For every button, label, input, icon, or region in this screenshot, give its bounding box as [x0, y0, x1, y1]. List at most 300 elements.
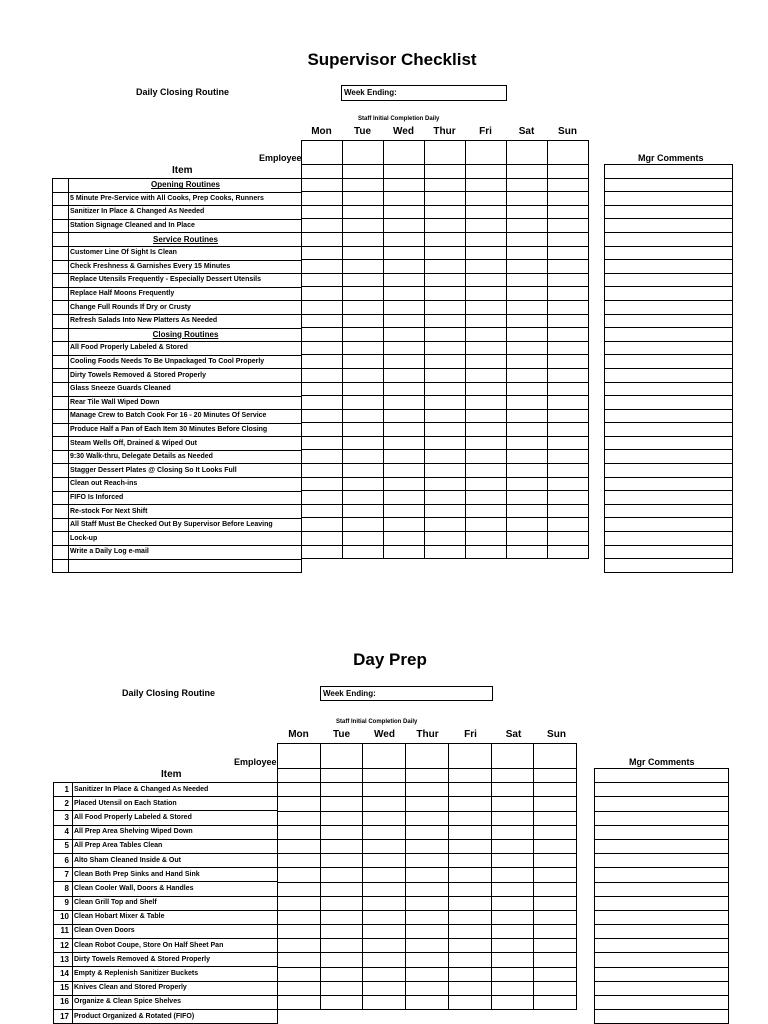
- initial-cell-wed[interactable]: [384, 491, 425, 505]
- initial-cell-fri[interactable]: [448, 854, 491, 868]
- initial-cell-thur[interactable]: [406, 839, 449, 853]
- employee-cell-mon[interactable]: [278, 744, 321, 769]
- initial-cell-sun[interactable]: [534, 896, 577, 910]
- initial-cell-wed[interactable]: [384, 518, 425, 532]
- initial-cell-sat[interactable]: [491, 839, 534, 853]
- mgr-comment-cell[interactable]: [595, 811, 729, 825]
- initial-cell-fri[interactable]: [466, 532, 507, 546]
- initial-cell-sat[interactable]: [507, 518, 548, 532]
- initial-cell-tue[interactable]: [343, 246, 384, 260]
- initial-cell-sat[interactable]: [491, 953, 534, 967]
- mgr-comment-cell[interactable]: [605, 518, 733, 532]
- initial-cell-thur[interactable]: [425, 464, 466, 478]
- initial-cell-thur[interactable]: [406, 996, 449, 1010]
- mgr-comment-cell[interactable]: [605, 328, 733, 342]
- initial-cell-wed[interactable]: [363, 981, 406, 995]
- initial-cell-fri[interactable]: [466, 409, 507, 423]
- initial-cell-tue[interactable]: [343, 260, 384, 274]
- initial-cell-sun[interactable]: [548, 328, 589, 342]
- initial-cell-mon[interactable]: [302, 368, 343, 382]
- initial-cell-wed[interactable]: [384, 205, 425, 219]
- employee-cell-sat[interactable]: [507, 141, 548, 165]
- initial-cell-tue[interactable]: [343, 219, 384, 233]
- initial-cell-sat[interactable]: [491, 925, 534, 939]
- initial-cell-sat[interactable]: [507, 219, 548, 233]
- initial-cell-wed[interactable]: [384, 450, 425, 464]
- initial-cell-wed[interactable]: [384, 287, 425, 301]
- initial-cell-sun[interactable]: [548, 355, 589, 369]
- initial-cell-sun[interactable]: [548, 341, 589, 355]
- initial-cell-sun[interactable]: [548, 423, 589, 437]
- initial-cell-mon[interactable]: [302, 464, 343, 478]
- initial-cell-fri[interactable]: [466, 423, 507, 437]
- initial-cell-fri[interactable]: [466, 260, 507, 274]
- initial-cell-tue[interactable]: [320, 783, 363, 797]
- initial-cell-sat[interactable]: [507, 477, 548, 491]
- initial-cell-wed[interactable]: [384, 423, 425, 437]
- initial-cell-wed[interactable]: [384, 178, 425, 192]
- initial-cell-fri[interactable]: [466, 232, 507, 246]
- initial-cell-sun[interactable]: [548, 205, 589, 219]
- initial-cell-wed[interactable]: [363, 967, 406, 981]
- initial-cell-sat[interactable]: [507, 232, 548, 246]
- mgr-comment-cell[interactable]: [605, 504, 733, 518]
- initial-cell-fri[interactable]: [466, 165, 507, 179]
- mgr-comment-cell[interactable]: [595, 1010, 729, 1024]
- initial-cell-wed[interactable]: [363, 797, 406, 811]
- initial-cell-sat[interactable]: [507, 423, 548, 437]
- initial-cell-tue[interactable]: [343, 450, 384, 464]
- initial-cell-sun[interactable]: [548, 178, 589, 192]
- mgr-comment-cell[interactable]: [605, 287, 733, 301]
- initial-cell-thur[interactable]: [425, 246, 466, 260]
- initial-cell-thur[interactable]: [425, 178, 466, 192]
- initial-cell-thur[interactable]: [406, 769, 449, 783]
- mgr-comment-cell[interactable]: [605, 178, 733, 192]
- initial-cell-mon[interactable]: [302, 205, 343, 219]
- initial-cell-sun[interactable]: [534, 882, 577, 896]
- initial-cell-thur[interactable]: [425, 300, 466, 314]
- initial-cell-mon[interactable]: [278, 953, 321, 967]
- initial-cell-sun[interactable]: [548, 436, 589, 450]
- initial-cell-tue[interactable]: [343, 273, 384, 287]
- initial-cell-wed[interactable]: [384, 246, 425, 260]
- initial-cell-sun[interactable]: [548, 300, 589, 314]
- mgr-comment-cell[interactable]: [595, 910, 729, 924]
- initial-cell-fri[interactable]: [448, 783, 491, 797]
- initial-cell-thur[interactable]: [425, 328, 466, 342]
- initial-cell-sun[interactable]: [534, 811, 577, 825]
- initial-cell-sun[interactable]: [548, 491, 589, 505]
- initial-cell-wed[interactable]: [384, 260, 425, 274]
- initial-cell-thur[interactable]: [406, 783, 449, 797]
- initial-cell-mon[interactable]: [278, 811, 321, 825]
- initial-cell-tue[interactable]: [343, 518, 384, 532]
- initial-cell-mon[interactable]: [278, 868, 321, 882]
- initial-cell-sat[interactable]: [507, 246, 548, 260]
- initial-cell-thur[interactable]: [425, 287, 466, 301]
- initial-cell-sat[interactable]: [507, 260, 548, 274]
- initial-cell-tue[interactable]: [343, 382, 384, 396]
- initial-cell-wed[interactable]: [384, 314, 425, 328]
- initial-cell-sun[interactable]: [534, 868, 577, 882]
- mgr-comment-cell[interactable]: [605, 355, 733, 369]
- initial-cell-wed[interactable]: [363, 868, 406, 882]
- initial-cell-wed[interactable]: [384, 382, 425, 396]
- initial-cell-thur[interactable]: [425, 368, 466, 382]
- initial-cell-mon[interactable]: [278, 797, 321, 811]
- initial-cell-sat[interactable]: [491, 797, 534, 811]
- initial-cell-sun[interactable]: [548, 477, 589, 491]
- initial-cell-tue[interactable]: [343, 368, 384, 382]
- initial-cell-thur[interactable]: [406, 925, 449, 939]
- initial-cell-wed[interactable]: [363, 996, 406, 1010]
- initial-cell-mon[interactable]: [278, 769, 321, 783]
- initial-cell-wed[interactable]: [384, 532, 425, 546]
- initial-cell-mon[interactable]: [278, 825, 321, 839]
- initial-cell-fri[interactable]: [448, 839, 491, 853]
- initial-cell-thur[interactable]: [425, 545, 466, 559]
- initial-cell-sat[interactable]: [491, 996, 534, 1010]
- mgr-comment-cell[interactable]: [595, 854, 729, 868]
- initial-cell-thur[interactable]: [425, 423, 466, 437]
- initial-cell-sat[interactable]: [491, 910, 534, 924]
- mgr-comment-cell[interactable]: [595, 769, 729, 783]
- initial-cell-mon[interactable]: [302, 518, 343, 532]
- initial-cell-wed[interactable]: [384, 355, 425, 369]
- initial-cell-fri[interactable]: [466, 382, 507, 396]
- initial-cell-fri[interactable]: [466, 178, 507, 192]
- initial-cell-sun[interactable]: [534, 769, 577, 783]
- initial-cell-sat[interactable]: [507, 192, 548, 206]
- initial-cell-mon[interactable]: [302, 532, 343, 546]
- mgr-comment-cell[interactable]: [605, 300, 733, 314]
- initial-cell-tue[interactable]: [320, 797, 363, 811]
- initial-cell-wed[interactable]: [363, 769, 406, 783]
- initial-cell-mon[interactable]: [302, 178, 343, 192]
- initial-cell-sat[interactable]: [491, 825, 534, 839]
- initial-cell-thur[interactable]: [425, 273, 466, 287]
- mgr-comment-cell[interactable]: [605, 409, 733, 423]
- initial-cell-mon[interactable]: [278, 925, 321, 939]
- initial-cell-wed[interactable]: [384, 504, 425, 518]
- mgr-comment-cell[interactable]: [595, 981, 729, 995]
- employee-cell-mon[interactable]: [302, 141, 343, 165]
- initial-cell-tue[interactable]: [343, 355, 384, 369]
- employee-cell-sat[interactable]: [491, 744, 534, 769]
- initial-cell-mon[interactable]: [302, 436, 343, 450]
- initial-cell-mon[interactable]: [302, 477, 343, 491]
- initial-cell-mon[interactable]: [302, 450, 343, 464]
- employee-cell-tue[interactable]: [343, 141, 384, 165]
- initial-cell-fri[interactable]: [466, 477, 507, 491]
- initial-cell-thur[interactable]: [406, 910, 449, 924]
- initial-cell-mon[interactable]: [302, 382, 343, 396]
- initial-cell-mon[interactable]: [302, 328, 343, 342]
- initial-cell-thur[interactable]: [425, 165, 466, 179]
- initial-cell-tue[interactable]: [320, 882, 363, 896]
- initial-cell-fri[interactable]: [448, 769, 491, 783]
- initial-cell-thur[interactable]: [425, 436, 466, 450]
- mgr-comment-cell[interactable]: [595, 996, 729, 1010]
- initial-cell-fri[interactable]: [466, 396, 507, 410]
- initial-cell-mon[interactable]: [278, 910, 321, 924]
- initial-cell-fri[interactable]: [466, 450, 507, 464]
- initial-cell-thur[interactable]: [425, 409, 466, 423]
- initial-cell-sun[interactable]: [534, 839, 577, 853]
- initial-cell-fri[interactable]: [466, 328, 507, 342]
- initial-cell-tue[interactable]: [343, 232, 384, 246]
- initial-cell-mon[interactable]: [278, 981, 321, 995]
- initial-cell-mon[interactable]: [278, 896, 321, 910]
- initial-cell-mon[interactable]: [278, 854, 321, 868]
- initial-cell-tue[interactable]: [343, 396, 384, 410]
- initial-cell-tue[interactable]: [320, 996, 363, 1010]
- initial-cell-tue[interactable]: [343, 205, 384, 219]
- mgr-comment-cell[interactable]: [605, 232, 733, 246]
- initial-cell-fri[interactable]: [448, 797, 491, 811]
- mgr-comment-cell[interactable]: [595, 925, 729, 939]
- initial-cell-tue[interactable]: [320, 981, 363, 995]
- initial-cell-thur[interactable]: [425, 396, 466, 410]
- initial-cell-fri[interactable]: [466, 287, 507, 301]
- initial-cell-sun[interactable]: [548, 464, 589, 478]
- mgr-comment-cell[interactable]: [605, 423, 733, 437]
- initial-cell-wed[interactable]: [384, 165, 425, 179]
- mgr-comment-cell[interactable]: [605, 532, 733, 546]
- initial-cell-wed[interactable]: [384, 477, 425, 491]
- initial-cell-mon[interactable]: [302, 409, 343, 423]
- initial-cell-sat[interactable]: [507, 409, 548, 423]
- initial-cell-wed[interactable]: [384, 232, 425, 246]
- initial-cell-thur[interactable]: [425, 450, 466, 464]
- initial-cell-fri[interactable]: [466, 246, 507, 260]
- mgr-comment-cell[interactable]: [595, 797, 729, 811]
- initial-cell-sun[interactable]: [548, 532, 589, 546]
- initial-cell-sun[interactable]: [548, 518, 589, 532]
- initial-cell-wed[interactable]: [363, 925, 406, 939]
- initial-cell-tue[interactable]: [320, 868, 363, 882]
- initial-cell-thur[interactable]: [425, 477, 466, 491]
- initial-cell-mon[interactable]: [302, 287, 343, 301]
- mgr-comment-cell[interactable]: [605, 396, 733, 410]
- initial-cell-sat[interactable]: [491, 769, 534, 783]
- initial-cell-sun[interactable]: [548, 314, 589, 328]
- initial-cell-sat[interactable]: [507, 165, 548, 179]
- initial-cell-sun[interactable]: [534, 967, 577, 981]
- initial-cell-wed[interactable]: [384, 464, 425, 478]
- initial-cell-sun[interactable]: [534, 783, 577, 797]
- initial-cell-fri[interactable]: [466, 504, 507, 518]
- initial-cell-tue[interactable]: [343, 423, 384, 437]
- initial-cell-fri[interactable]: [466, 464, 507, 478]
- initial-cell-wed[interactable]: [384, 341, 425, 355]
- initial-cell-thur[interactable]: [425, 192, 466, 206]
- initial-cell-tue[interactable]: [320, 811, 363, 825]
- initial-cell-wed[interactable]: [363, 854, 406, 868]
- initial-cell-fri[interactable]: [448, 811, 491, 825]
- initial-cell-thur[interactable]: [425, 260, 466, 274]
- initial-cell-thur[interactable]: [425, 232, 466, 246]
- employee-cell-fri[interactable]: [448, 744, 491, 769]
- initial-cell-mon[interactable]: [278, 882, 321, 896]
- mgr-comment-cell[interactable]: [595, 868, 729, 882]
- initial-cell-thur[interactable]: [406, 967, 449, 981]
- initial-cell-tue[interactable]: [343, 545, 384, 559]
- initial-cell-fri[interactable]: [448, 925, 491, 939]
- dayprep-week-ending-field[interactable]: Week Ending:: [320, 686, 493, 701]
- mgr-comment-cell[interactable]: [605, 491, 733, 505]
- initial-cell-sun[interactable]: [548, 165, 589, 179]
- initial-cell-wed[interactable]: [363, 882, 406, 896]
- initial-cell-sat[interactable]: [507, 341, 548, 355]
- initial-cell-mon[interactable]: [278, 967, 321, 981]
- initial-cell-sat[interactable]: [507, 436, 548, 450]
- mgr-comment-cell[interactable]: [595, 939, 729, 953]
- initial-cell-sat[interactable]: [491, 939, 534, 953]
- mgr-comment-cell[interactable]: [605, 368, 733, 382]
- initial-cell-sat[interactable]: [507, 314, 548, 328]
- initial-cell-fri[interactable]: [448, 868, 491, 882]
- initial-cell-fri[interactable]: [466, 205, 507, 219]
- initial-cell-tue[interactable]: [320, 839, 363, 853]
- initial-cell-thur[interactable]: [425, 341, 466, 355]
- initial-cell-sat[interactable]: [507, 450, 548, 464]
- initial-cell-sat[interactable]: [491, 967, 534, 981]
- initial-cell-sun[interactable]: [548, 192, 589, 206]
- initial-cell-thur[interactable]: [425, 219, 466, 233]
- initial-cell-sun[interactable]: [548, 382, 589, 396]
- mgr-comment-cell[interactable]: [595, 896, 729, 910]
- initial-cell-sat[interactable]: [507, 355, 548, 369]
- initial-cell-sat[interactable]: [491, 868, 534, 882]
- initial-cell-mon[interactable]: [302, 504, 343, 518]
- initial-cell-sun[interactable]: [548, 396, 589, 410]
- initial-cell-wed[interactable]: [363, 953, 406, 967]
- initial-cell-mon[interactable]: [278, 839, 321, 853]
- mgr-comment-cell[interactable]: [605, 192, 733, 206]
- mgr-comment-cell[interactable]: [595, 967, 729, 981]
- initial-cell-sat[interactable]: [507, 396, 548, 410]
- initial-cell-sun[interactable]: [534, 953, 577, 967]
- initial-cell-sun[interactable]: [548, 409, 589, 423]
- initial-cell-mon[interactable]: [302, 246, 343, 260]
- initial-cell-thur[interactable]: [425, 314, 466, 328]
- employee-cell-fri[interactable]: [466, 141, 507, 165]
- initial-cell-sun[interactable]: [534, 854, 577, 868]
- initial-cell-fri[interactable]: [466, 436, 507, 450]
- initial-cell-thur[interactable]: [406, 868, 449, 882]
- initial-cell-thur[interactable]: [406, 854, 449, 868]
- initial-cell-wed[interactable]: [384, 192, 425, 206]
- initial-cell-thur[interactable]: [425, 504, 466, 518]
- initial-cell-thur[interactable]: [406, 939, 449, 953]
- initial-cell-sat[interactable]: [507, 300, 548, 314]
- initial-cell-fri[interactable]: [448, 967, 491, 981]
- initial-cell-tue[interactable]: [343, 504, 384, 518]
- initial-cell-tue[interactable]: [343, 491, 384, 505]
- initial-cell-tue[interactable]: [320, 925, 363, 939]
- initial-cell-sun[interactable]: [548, 287, 589, 301]
- mgr-comment-cell[interactable]: [605, 260, 733, 274]
- initial-cell-tue[interactable]: [343, 287, 384, 301]
- initial-cell-wed[interactable]: [363, 783, 406, 797]
- initial-cell-fri[interactable]: [448, 910, 491, 924]
- initial-cell-sun[interactable]: [548, 545, 589, 559]
- mgr-comment-cell[interactable]: [605, 545, 733, 559]
- initial-cell-sun[interactable]: [548, 273, 589, 287]
- initial-cell-wed[interactable]: [363, 910, 406, 924]
- mgr-comment-cell[interactable]: [605, 273, 733, 287]
- initial-cell-tue[interactable]: [320, 939, 363, 953]
- initial-cell-tue[interactable]: [343, 532, 384, 546]
- initial-cell-tue[interactable]: [343, 192, 384, 206]
- initial-cell-wed[interactable]: [363, 811, 406, 825]
- initial-cell-sun[interactable]: [548, 504, 589, 518]
- mgr-comment-cell[interactable]: [595, 839, 729, 853]
- initial-cell-tue[interactable]: [320, 854, 363, 868]
- initial-cell-thur[interactable]: [406, 882, 449, 896]
- mgr-comment-cell[interactable]: [605, 450, 733, 464]
- initial-cell-thur[interactable]: [406, 953, 449, 967]
- initial-cell-tue[interactable]: [320, 953, 363, 967]
- initial-cell-fri[interactable]: [448, 996, 491, 1010]
- initial-cell-thur[interactable]: [406, 797, 449, 811]
- initial-cell-fri[interactable]: [466, 192, 507, 206]
- initial-cell-sun[interactable]: [548, 260, 589, 274]
- initial-cell-sat[interactable]: [491, 981, 534, 995]
- mgr-comment-cell[interactable]: [605, 341, 733, 355]
- initial-cell-sat[interactable]: [491, 896, 534, 910]
- initial-cell-fri[interactable]: [466, 518, 507, 532]
- initial-cell-fri[interactable]: [448, 981, 491, 995]
- initial-cell-sat[interactable]: [507, 382, 548, 396]
- initial-cell-tue[interactable]: [343, 178, 384, 192]
- supervisor-week-ending-field[interactable]: Week Ending:: [341, 85, 507, 101]
- initial-cell-fri[interactable]: [448, 939, 491, 953]
- initial-cell-sun[interactable]: [548, 450, 589, 464]
- mgr-comment-cell[interactable]: [605, 165, 733, 179]
- initial-cell-sun[interactable]: [534, 939, 577, 953]
- initial-cell-fri[interactable]: [448, 825, 491, 839]
- mgr-comment-cell[interactable]: [605, 246, 733, 260]
- initial-cell-fri[interactable]: [466, 368, 507, 382]
- initial-cell-tue[interactable]: [343, 464, 384, 478]
- initial-cell-wed[interactable]: [363, 825, 406, 839]
- initial-cell-mon[interactable]: [302, 314, 343, 328]
- initial-cell-fri[interactable]: [466, 219, 507, 233]
- initial-cell-fri[interactable]: [466, 300, 507, 314]
- mgr-comment-cell[interactable]: [605, 382, 733, 396]
- initial-cell-fri[interactable]: [466, 355, 507, 369]
- initial-cell-sat[interactable]: [491, 854, 534, 868]
- initial-cell-sat[interactable]: [507, 287, 548, 301]
- initial-cell-tue[interactable]: [320, 825, 363, 839]
- initial-cell-sun[interactable]: [534, 925, 577, 939]
- initial-cell-sun[interactable]: [534, 981, 577, 995]
- initial-cell-tue[interactable]: [343, 165, 384, 179]
- initial-cell-wed[interactable]: [384, 273, 425, 287]
- initial-cell-sun[interactable]: [534, 910, 577, 924]
- initial-cell-tue[interactable]: [320, 896, 363, 910]
- initial-cell-thur[interactable]: [406, 896, 449, 910]
- initial-cell-thur[interactable]: [425, 355, 466, 369]
- initial-cell-tue[interactable]: [343, 341, 384, 355]
- mgr-comment-cell[interactable]: [595, 825, 729, 839]
- initial-cell-sat[interactable]: [491, 811, 534, 825]
- initial-cell-fri[interactable]: [448, 882, 491, 896]
- mgr-comment-cell[interactable]: [595, 783, 729, 797]
